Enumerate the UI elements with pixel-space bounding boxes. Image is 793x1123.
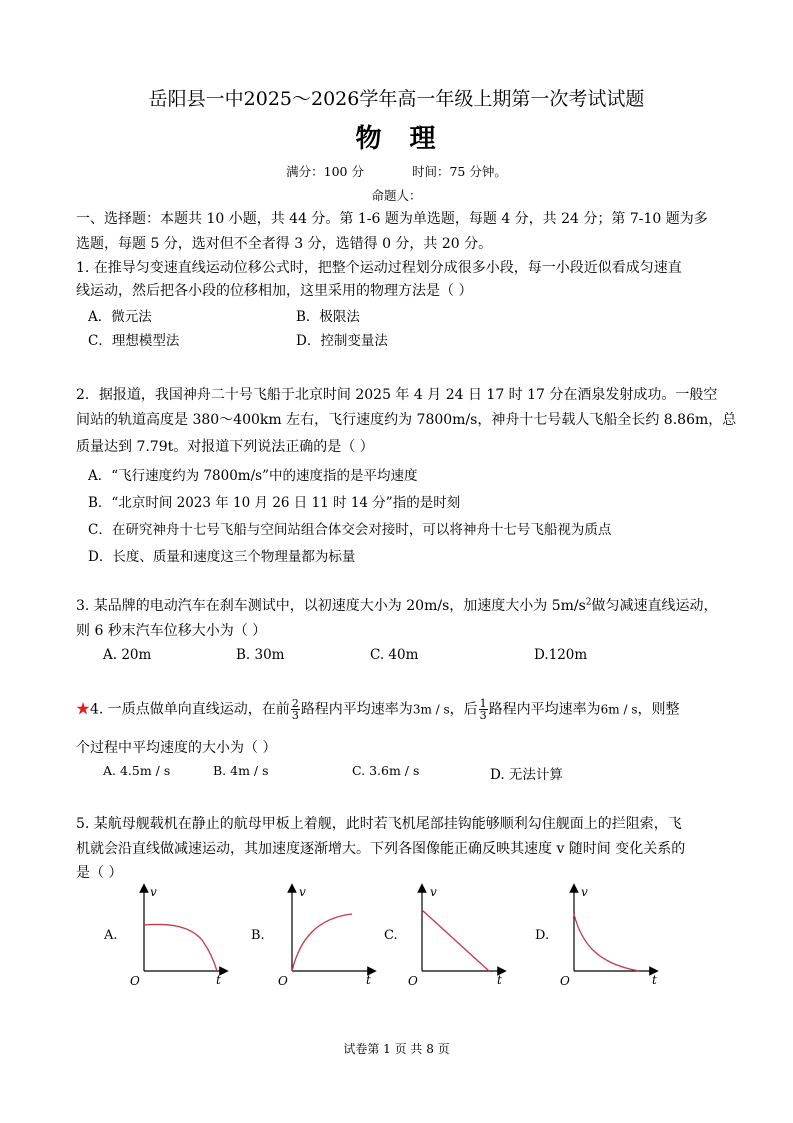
velocity-line <box>422 910 489 971</box>
subject-char-2: 理 <box>409 124 438 154</box>
origin-label: O <box>408 974 418 988</box>
q1-option-d: D．控制变量法 <box>296 333 388 349</box>
q4-fraction-1-num: 2 <box>291 697 299 710</box>
q5-graph-a-label: A. <box>104 928 118 943</box>
q4-stem-line2: 个过程中平均速度的大小为（ ） <box>76 740 277 756</box>
q5-stem-line1: 5. 某航母舰载机在静止的航母甲板上着舰，此时若飞机尾部挂钩能够顺利勾住舰面上的拦阻索，飞 <box>76 816 682 832</box>
q4-fraction-2 <box>479 698 488 721</box>
q1-stem-line2: 线运动，然后把各小段的位移相加，这里采用的物理方法是（ ） <box>76 283 473 299</box>
q4-fraction-1-den: 3 <box>291 709 299 722</box>
velocity-curve <box>292 914 352 971</box>
q1-option-a: A．微元法 <box>88 309 152 325</box>
q3-stem-part1: 3. 某品牌的电动汽车在刹车测试中，以初速度大小为 20m/s，加速度大小为 5m/s <box>76 598 586 614</box>
origin-label: O <box>278 974 288 988</box>
q5-graph-a <box>120 876 240 990</box>
q5-graph-c <box>400 876 520 990</box>
star-icon: ★ <box>76 701 90 718</box>
q4-stem-part5: ，则整 <box>637 701 680 718</box>
q4-stem-part1: 4. 一质点做单向直线运动，在前 <box>90 701 290 718</box>
subject-title <box>0 118 793 155</box>
q5-graph-b-label: B. <box>251 928 265 943</box>
velocity-curve <box>144 924 217 971</box>
q1-option-b: B．极限法 <box>296 309 360 325</box>
q2-stem-line3: 质量达到 7.79t。对报道下列说法正确的是（ ） <box>76 439 374 455</box>
page-footer: 试卷第 1 页 共 8 页 <box>343 1042 450 1056</box>
q5-graph-b <box>268 876 388 990</box>
q2-option-c: C．在研究神舟十七号飞船与空间站组合体交会对接时，可以将神舟十七号飞船视为质点 <box>88 522 612 538</box>
q4-stem-part2: 路程内平均速率为 <box>300 701 413 718</box>
q4-fraction-2-num: 1 <box>479 697 487 710</box>
v-axis-label: v <box>581 885 588 899</box>
q2-stem-line1: 2．据报道，我国神舟二十号飞船于北京时间 2025 年 4 月 24 日 17 时 17 分在酒泉发射成功。一般空 <box>76 387 718 403</box>
q4-stem-line1 <box>76 698 680 721</box>
q5-graph-c-label: C. <box>384 928 398 943</box>
v-axis-label: v <box>299 885 306 899</box>
exam-meta <box>0 162 793 180</box>
t-axis-label: t <box>366 973 371 987</box>
q4-stem-part4: 路程内平均速率为 <box>488 701 601 718</box>
q4-speed-1: 3m / s <box>412 702 450 717</box>
question-setter: 命题人： <box>371 188 422 203</box>
exam-time: 时间：75 分钟。 <box>411 164 507 179</box>
subject-char-1: 物 <box>355 124 384 154</box>
q5-graph-d-label: D. <box>535 928 550 943</box>
t-axis-label: t <box>652 973 657 987</box>
q3-option-d: D.120m <box>534 647 588 663</box>
q5-stem-line2: 机就会沿直线做减速运动，其加速度逐渐增大。下列各图像能正确反映其速度 v 随时间 变化关系的 <box>76 841 686 857</box>
t-axis-label: t <box>497 973 502 987</box>
q2-option-a: A．“飞行速度约为 7800m/s”中的速度指的是平均速度 <box>88 468 418 484</box>
velocity-curve <box>574 914 639 971</box>
section-instructions-line1: 一、选择题：本题共 10 小题，共 44 分。第 1-6 题为单选题，每题 4 分，共 24 分；第 7-10 题为多 <box>76 211 708 227</box>
section-instructions-line2: 选题，每题 5 分，选对但不全者得 3 分，选错得 0 分，共 20 分。 <box>76 236 493 252</box>
q3-stem-part2: 做匀减速直线运动， <box>591 598 718 614</box>
q1-stem-line1: 1. 在推导匀变速直线运动位移公式时，把整个运动过程划分成很多小段，每一小段近似看成匀速直 <box>76 260 682 276</box>
q3-option-a: A. 20m <box>103 647 152 663</box>
q5-stem-line3: 是（ ） <box>76 865 123 881</box>
v-axis-label: v <box>430 885 437 899</box>
q3-option-b: B. 30m <box>236 647 285 663</box>
q4-option-d: D. 无法计算 <box>490 767 563 783</box>
q3-option-c: C. 40m <box>370 647 419 663</box>
q4-fraction-1 <box>291 698 300 721</box>
q3-exponent: 2 <box>585 597 592 608</box>
exam-title: 岳阳县一中2025～2026学年高一年级上期第一次考试试题 <box>148 88 645 110</box>
q1-option-c: C．理想模型法 <box>88 333 180 349</box>
q4-fraction-2-den: 3 <box>479 709 487 722</box>
origin-label: O <box>130 974 140 988</box>
q2-stem-line2: 间站的轨道高度是 380～400km 左右，飞行速度约为 7800m/s，神舟十七号载人飞船全长约 8.86m，总 <box>76 412 737 428</box>
q2-option-d: D．长度、质量和速度这三个物理量都为标量 <box>88 549 356 565</box>
origin-label: O <box>560 974 570 988</box>
q4-speed-2: 6m / s <box>600 702 638 717</box>
q4-option-b: B. 4m / s <box>213 763 269 778</box>
q4-option-a: A. 4.5m / s <box>103 763 171 778</box>
t-axis-label: t <box>216 973 221 987</box>
q4-stem-part3: ，后 <box>449 701 478 718</box>
q5-graph-d <box>552 876 672 990</box>
q3-stem-line1 <box>76 595 718 615</box>
v-axis-label: v <box>150 885 157 899</box>
q3-stem-line2: 则 6 秒末汽车位移大小为（ ） <box>76 623 267 639</box>
q4-option-c: C. 3.6m / s <box>352 763 420 778</box>
full-score: 满分：100 分 <box>286 164 364 179</box>
q2-option-b: B．“北京时间 2023 年 10 月 26 日 11 时 14 分”指的是时刻 <box>88 495 461 511</box>
